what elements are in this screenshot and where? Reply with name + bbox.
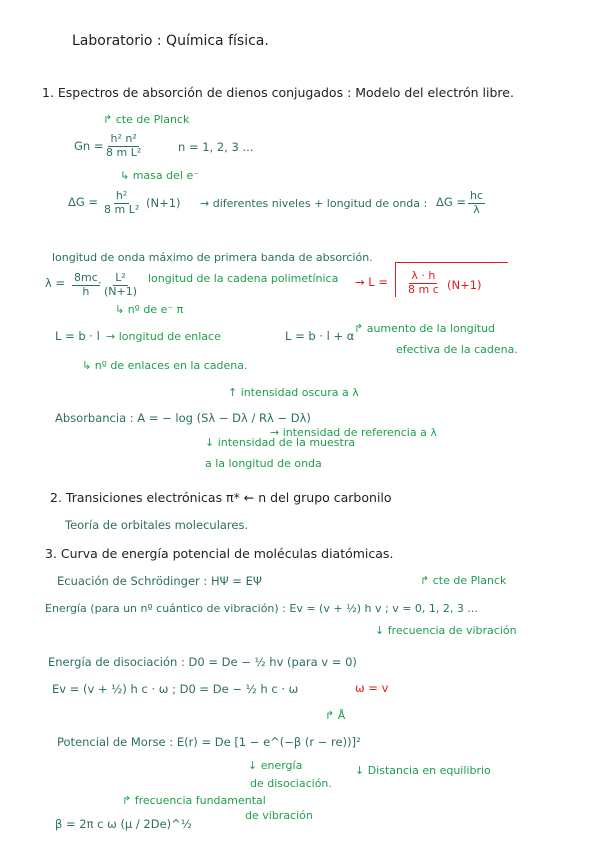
denominator: (N+1) (104, 284, 138, 298)
de-note-2: de disociación. (250, 777, 332, 790)
dark-intensity-note: ↑ intensidad oscura a λ (228, 386, 359, 399)
denominator: 8 m c (408, 282, 439, 296)
vibrational-energy: Energía (para un nº cuántico de vibración) : Ev = (v + ½) h v ; v = 0, 1, 2, 3 ... (45, 602, 478, 615)
denominator: 8 m L² (104, 202, 140, 216)
numerator: λ · h (411, 269, 436, 282)
lambda-lhs: λ = (45, 276, 66, 290)
numerator: L² (115, 271, 126, 284)
fundamental-frequency-note-2: de vibración (245, 809, 313, 822)
delta-g-fraction (104, 190, 139, 216)
morse-potential: Potencial de Morse : E(r) = De [1 − e^(−β (r − re))]² (57, 735, 361, 749)
bond-length-note: → longitud de enlace (106, 330, 221, 343)
planck-note-2: ↱ cte de Planck (420, 574, 507, 587)
equilibrium-distance-note: ↓ Distancia en equilibrio (355, 764, 491, 777)
delta-g-note: → diferentes niveles + longitud de onda : (200, 197, 428, 210)
red-l-lhs: → L = (355, 275, 388, 289)
numerator: h² (115, 189, 128, 202)
dissociation-energy: Energía de disociación : D0 = De − ½ hv (para v = 0) (48, 655, 357, 669)
denominator: 8 m L² (106, 145, 142, 159)
pi-electrons-note: ↳ nº de e⁻ π (115, 303, 184, 316)
energy-omega: Ev = (v + ½) h c · ω ; D0 = De − ½ h c · ω (52, 682, 299, 696)
planck-note: ↱ cte de Planck (103, 113, 190, 126)
delta-g-lhs: ΔG = (68, 195, 99, 209)
bond-count-note: ↳ nº de enlaces en la cadena. (82, 359, 248, 372)
lambda-fraction-2 (104, 272, 137, 298)
numerator: h² n² (110, 132, 137, 145)
angstrom-note: ↱ Å (325, 709, 346, 722)
omega-note: ω = v (355, 681, 389, 695)
l-equation-1: L = b · l (55, 329, 100, 343)
beta-equation: β = 2π c ω (μ / 2De)^½ (55, 817, 192, 831)
page-title: Laboratorio : Química física. (72, 33, 269, 49)
n-values: n = 1, 2, 3 ... (178, 140, 254, 154)
schrodinger-equation: Ecuación de Schrödinger : HΨ = EΨ (57, 574, 262, 588)
sample-note-2: a la longitud de onda (205, 457, 322, 470)
orbital-theory: Teoría de orbitales moleculares. (65, 518, 249, 532)
delta-g-factor: (N+1) (146, 196, 181, 210)
delta-g-hc-fraction (468, 190, 485, 216)
denominator: λ (473, 202, 480, 216)
numerator: 8mc (74, 271, 98, 284)
energy-fraction (106, 133, 141, 159)
section-3-heading: 3. Curva de energía potencial de moléculas diatómicas. (45, 546, 394, 561)
fundamental-frequency-note-1: ↱ frecuencia fundamental (122, 794, 266, 807)
alpha-note-2: efectiva de la cadena. (396, 343, 518, 356)
red-factor: (N+1) (447, 278, 482, 292)
sample-note-1: ↓ intensidad de la muestra (205, 436, 356, 449)
absorbance-equation: Absorbancia : A = − log (Sλ − Dλ / Rλ − Dλ) (55, 411, 311, 425)
lambda-dot: · (98, 276, 102, 290)
denominator: h (82, 284, 90, 298)
alpha-note-1: ↱ aumento de la longitud (354, 322, 496, 335)
frequency-note: ↓ frecuencia de vibración (375, 624, 517, 637)
lambda-title: longitud de onda máximo de primera banda de absorción. (52, 251, 373, 264)
chain-note: longitud de la cadena polimetínica (148, 272, 339, 285)
numerator: hc (470, 189, 484, 202)
reference-note: → intensidad de referencia a λ (270, 426, 437, 439)
lambda-fraction-1 (72, 272, 100, 298)
energy-lhs: Gn = (74, 139, 104, 153)
section-1-heading: 1. Espectros de absorción de dienos conjugados : Modelo del electrón libre. (42, 85, 514, 100)
red-fraction (408, 270, 439, 296)
section-2-heading: 2. Transiciones electrónicas π* ← n del grupo carbonilo (50, 490, 392, 505)
de-note-1: ↓ energía (248, 759, 303, 772)
mass-note: ↳ masa del e⁻ (120, 169, 200, 182)
delta-g-hc-lhs: ΔG = (436, 195, 467, 209)
l-equation-2: L = b · l + α (285, 329, 355, 343)
